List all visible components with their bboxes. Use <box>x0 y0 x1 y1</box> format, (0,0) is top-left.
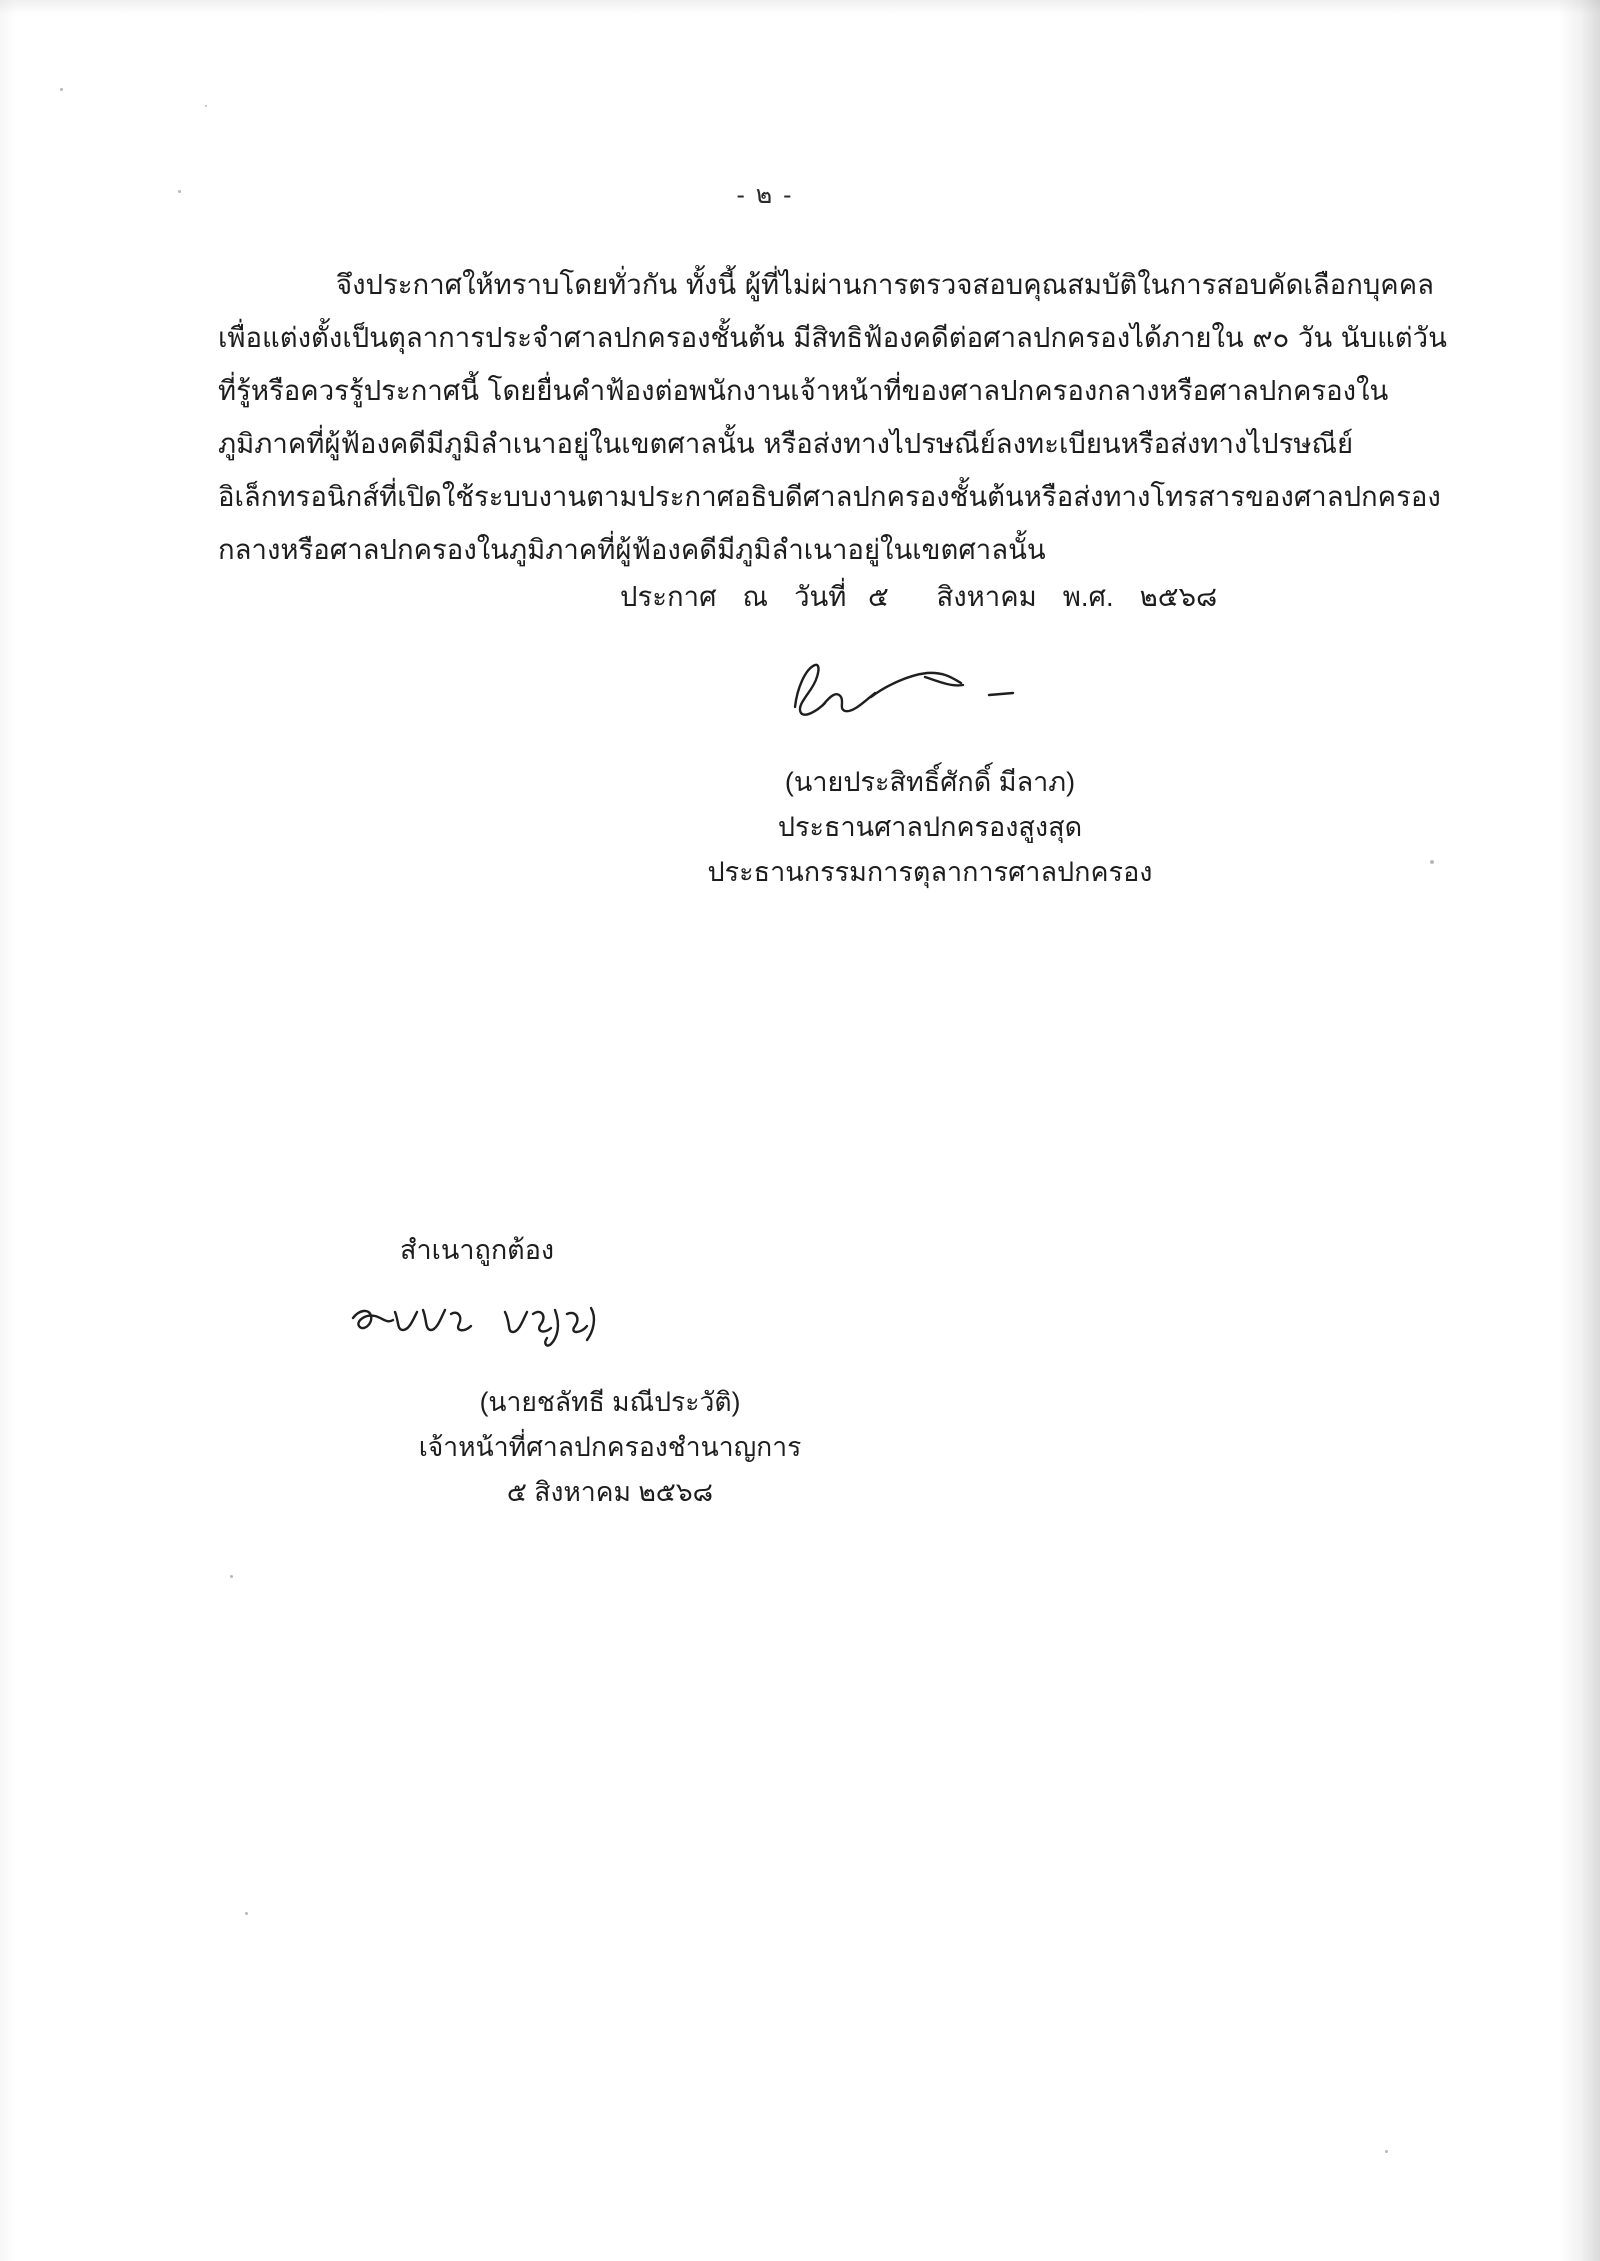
proclaim-day: ๕ <box>868 581 889 612</box>
signer-signature-icon <box>775 655 1055 735</box>
body-paragraph <box>218 258 1448 576</box>
proclaim-date-label: วันที่ <box>794 581 847 612</box>
certification-heading: สำเนาถูกต้อง <box>400 1235 555 1265</box>
certifier-signature-icon <box>335 1290 635 1370</box>
certifier-name: (นายชลัทธี มณีประวัติ) <box>479 1387 741 1417</box>
proclaim-at: ณ <box>742 581 769 612</box>
proclaim-month: สิงหาคม <box>936 581 1037 612</box>
certifier-position: เจ้าหน้าที่ศาลปกครองชำนาญการ <box>418 1432 802 1462</box>
proclaim-label: ประกาศ <box>620 581 717 612</box>
signer-title-1: ประธานศาลปกครองสูงสุด <box>777 812 1083 842</box>
signer-name: (นายประสิทธิ์ศักดิ์ มีลาภ) <box>784 767 1076 797</box>
body-paragraph-text: จึงประกาศให้ทราบโดยทั่วกัน ทั้งนี้ ผู้ที่ไม่ผ่านการตรวจสอบคุณสมบัติในการสอบคัดเลือกบุคคลเพื่อแต่งตั้งเป็นตุลาการประจำศาลปกครองชั้นต้น มีสิทธิฟ้องคดีต่อศาลปกครองได้ภายใน ๙๐ วัน นับแต่วันที่รู้หรือควรรู้ประกาศนี้ โดยยื่นคำฟ้องต่อพนักงานเจ้าหน้าที่ของศาลปกครองกลางหรือศาลปกครองในภูมิภาคที่ผู้ฟ้องคดีมีภูมิลำเนาอยู่ในเขตศาลนั้น หรือส่งทางไปรษณีย์ลงทะเบียนหรือส่งทางไปรษณีย์อิเล็กทรอนิกส์ที่เปิดใช้ระบบงานตามประกาศอธิบดีศาลปกครองชั้นต้นหรือส่งทางโทรสารของศาลปกครองกลางหรือศาลปกครองในภูมิภาคที่ผู้ฟ้องคดีมีภูมิลำเนาอยู่ในเขตศาลนั้น <box>218 269 1447 565</box>
proclamation-date-line <box>620 575 1217 619</box>
signer-block <box>560 760 1300 895</box>
certification-block <box>300 1380 920 1515</box>
proclaim-year: ๒๕๖๘ <box>1139 581 1218 612</box>
page-number: - ๒ - <box>736 181 794 209</box>
scan-edge-right <box>1558 0 1600 2261</box>
certifier-date: ๕ สิงหาคม ๒๕๖๘ <box>506 1477 714 1507</box>
signer-title-2: ประธานกรรมการตุลาการศาลปกครอง <box>707 857 1153 887</box>
proclaim-year-label: พ.ศ. <box>1062 581 1114 612</box>
